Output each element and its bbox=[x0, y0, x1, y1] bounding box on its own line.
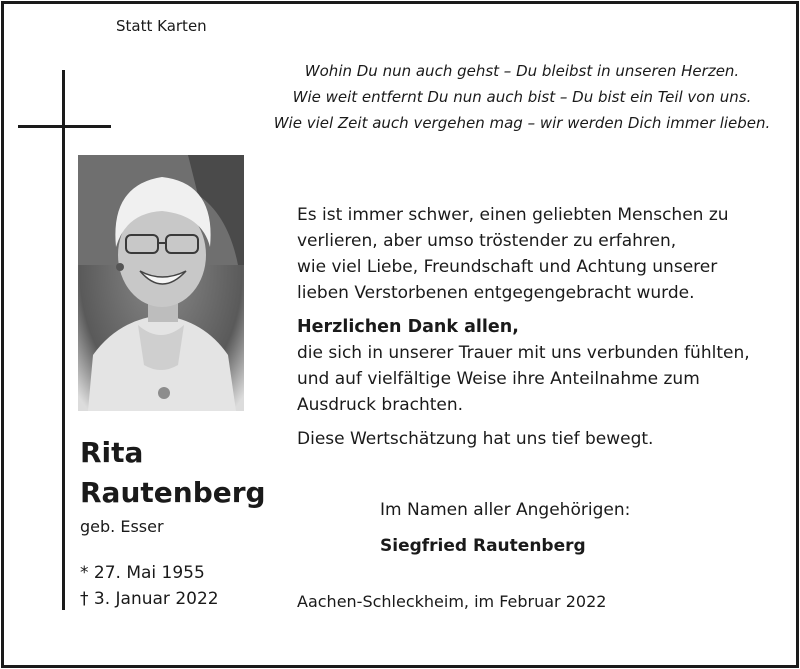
signature-name: Siegfried Rautenberg bbox=[380, 536, 586, 556]
statt-karten-label: Statt Karten bbox=[116, 17, 207, 35]
text-line: wie viel Liebe, Freundschaft und Achtung unserer bbox=[297, 257, 718, 277]
text-line: die sich in unserer Trauer mit uns verbunden fühlten, bbox=[297, 343, 750, 363]
poem-line: Wie viel Zeit auch vergehen mag – wir werden Dich immer lieben. bbox=[273, 114, 771, 132]
poem bbox=[262, 58, 782, 136]
deceased-name bbox=[80, 433, 266, 513]
last-name: Rautenberg bbox=[80, 476, 266, 509]
text-line: Es ist immer schwer, einen geliebten Menschen zu bbox=[297, 205, 729, 225]
death-date: † 3. Januar 2022 bbox=[80, 589, 219, 609]
paragraph-intro bbox=[297, 202, 777, 306]
poem-line: Wie weit entfernt Du nun auch bist – Du bist ein Teil von uns. bbox=[292, 88, 752, 106]
portrait-photo bbox=[78, 155, 244, 411]
text-line: lieben Verstorbenen entgegengebracht wurde. bbox=[297, 283, 695, 303]
poem-line: Wohin Du nun auch gehst – Du bleibst in unseren Herzen. bbox=[304, 62, 740, 80]
maiden-name: geb. Esser bbox=[80, 517, 164, 536]
signature-block bbox=[380, 497, 630, 559]
text-line: Ausdruck brachten. bbox=[297, 395, 464, 415]
portrait-image bbox=[78, 155, 244, 411]
first-name: Rita bbox=[80, 436, 144, 469]
text-line: verlieren, aber umso tröstender zu erfahren, bbox=[297, 231, 677, 251]
life-dates bbox=[80, 560, 219, 612]
paragraph-thanks bbox=[297, 340, 777, 418]
place-date: Aachen-Schleckheim, im Februar 2022 bbox=[297, 592, 607, 611]
thanks-text bbox=[297, 202, 777, 452]
birth-date: * 27. Mai 1955 bbox=[80, 563, 205, 583]
text-line: und auf vielfältige Weise ihre Anteilnahme zum bbox=[297, 369, 700, 389]
cross-icon-vertical bbox=[62, 70, 65, 610]
signature-intro: Im Namen aller Angehörigen: bbox=[380, 500, 631, 520]
paragraph-closing: Diese Wertschätzung hat uns tief bewegt. bbox=[297, 429, 654, 449]
thanks-heading: Herzlichen Dank allen, bbox=[297, 317, 519, 337]
cross-icon-horizontal bbox=[18, 125, 111, 128]
